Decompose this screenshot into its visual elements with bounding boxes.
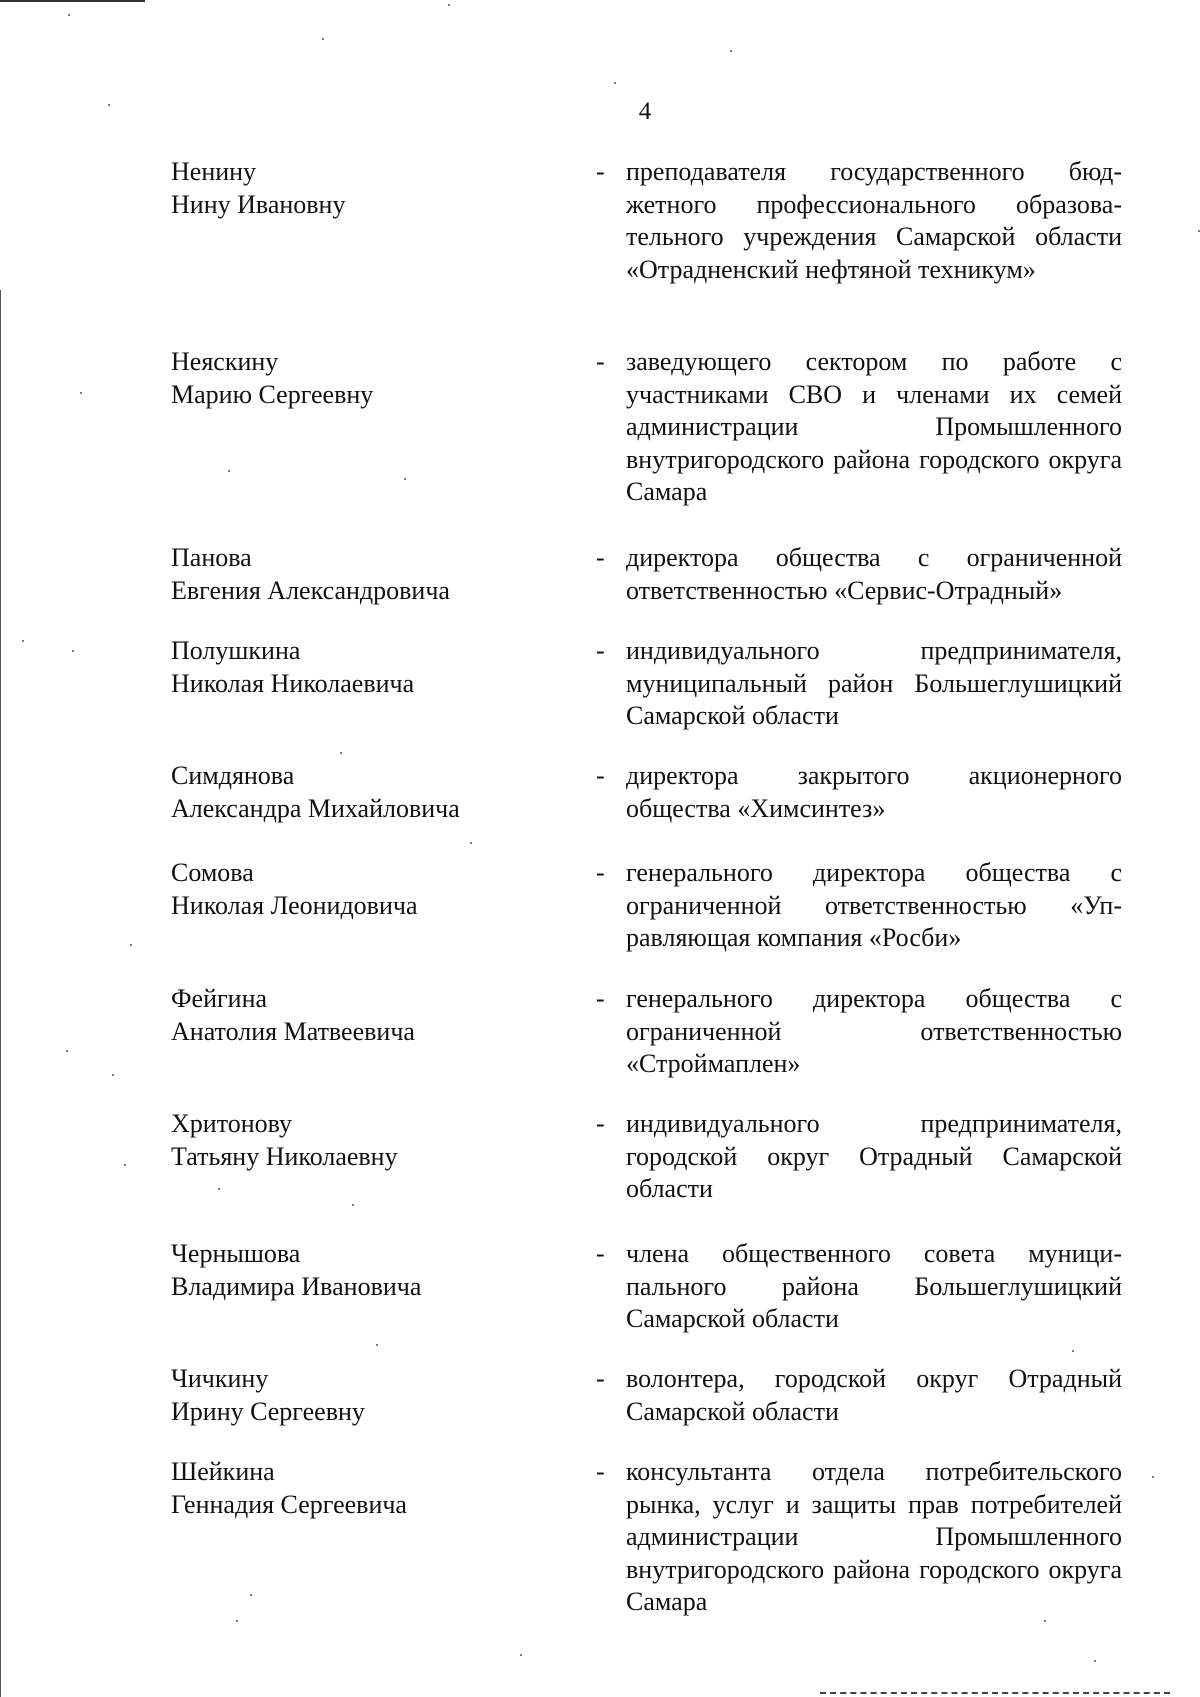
person-name xyxy=(171,1108,571,1173)
position-description: индивидуального предпринимателя, муниципальный район Большеглушицкий Самарской области xyxy=(626,636,1122,730)
scan-edge-bottom xyxy=(820,1692,1170,1696)
surname: Шейкина xyxy=(171,1457,275,1486)
surname: Неяскину xyxy=(171,347,279,376)
given-names: Марию Сергеевну xyxy=(171,379,374,409)
person-name xyxy=(171,635,571,700)
given-names: Владимира Ивановича xyxy=(171,1271,422,1301)
scan-speck xyxy=(228,470,230,472)
person-name xyxy=(171,857,571,922)
person-name xyxy=(171,1456,571,1521)
page-number: 4 xyxy=(638,98,652,125)
scan-speck xyxy=(448,4,450,6)
scan-speck xyxy=(112,1074,114,1076)
dash: - xyxy=(596,157,605,186)
surname: Ненину xyxy=(171,157,257,186)
dash: - xyxy=(596,347,605,376)
scan-speck xyxy=(130,944,132,946)
person-name xyxy=(171,346,571,411)
scan-speck xyxy=(250,1594,252,1596)
person-name xyxy=(171,760,571,825)
surname: Симдянова xyxy=(171,761,295,790)
dash: - xyxy=(596,984,605,1013)
person-name xyxy=(171,1238,571,1303)
scan-speck xyxy=(80,392,82,394)
position-description: генерального директора общества с ограниченной ответственностью «Управляющая компания «Росби» xyxy=(626,858,1122,952)
dash: - xyxy=(596,1109,605,1138)
dash: - xyxy=(596,1457,605,1486)
given-names: Нину Ивановну xyxy=(171,189,346,219)
position-description: индивидуального предпринимателя, городской округ Отрадный Самарской области xyxy=(626,1109,1122,1203)
scan-speck xyxy=(730,50,732,52)
dash: - xyxy=(596,761,605,790)
position-description: волонтера, городской округ Отрадный Самарской области xyxy=(626,1364,1122,1426)
surname: Чичкину xyxy=(171,1364,269,1393)
given-names: Николая Леонидовича xyxy=(171,890,418,920)
given-names: Анатолия Матвеевича xyxy=(171,1016,415,1046)
scan-speck xyxy=(340,752,342,754)
scan-speck xyxy=(1044,1620,1046,1622)
scan-speck xyxy=(376,1344,378,1346)
surname: Сомова xyxy=(171,858,254,887)
scan-speck xyxy=(72,650,74,652)
position-description: члена общественного совета муниципального района Большеглушицкий Самарской области xyxy=(626,1239,1122,1333)
position-description: генерального директора общества с ограниченной ответственностью «Строймаплен» xyxy=(626,984,1122,1078)
scan-speck xyxy=(66,1050,68,1052)
person-name xyxy=(171,542,571,607)
given-names: Евгения Александровича xyxy=(171,575,450,605)
position-description: директора закрытого акционерного общества «Химсинтез» xyxy=(626,761,1122,823)
scan-speck xyxy=(322,38,324,40)
scan-speck xyxy=(236,1620,238,1622)
surname: Хритонову xyxy=(171,1109,293,1138)
scan-speck xyxy=(218,1188,220,1190)
given-names: Николая Николаевича xyxy=(171,668,415,698)
dash: - xyxy=(596,1239,605,1268)
scan-speck xyxy=(470,842,472,844)
scan-edge-top xyxy=(0,0,145,2)
scan-edge-left xyxy=(0,290,1,1697)
dash: - xyxy=(596,543,605,572)
position-description: консультанта отдела потребительского рынка, услуг и защиты прав потребителей администрации Промышленного внутригородского района городского округа Самара xyxy=(626,1457,1122,1616)
scan-speck xyxy=(614,82,616,84)
scan-speck xyxy=(404,478,406,480)
given-names: Татьяну Николаевну xyxy=(171,1141,398,1171)
given-names: Ирину Сергеевну xyxy=(171,1396,365,1426)
dash: - xyxy=(596,636,605,665)
scan-speck xyxy=(22,640,24,642)
surname: Фейгина xyxy=(171,984,268,1013)
scan-speck xyxy=(108,104,110,106)
scan-speck xyxy=(1072,1350,1074,1352)
position-description: преподавателя государственного бюджетного профессионального образовательного учреждения Самарской области «Отрадненский нефтяной техникум» xyxy=(626,157,1122,284)
given-names: Александра Михайловича xyxy=(171,793,460,823)
surname: Панова xyxy=(171,543,252,572)
scan-speck xyxy=(520,1654,522,1656)
position-description: директора общества с ограниченной ответственностью «Сервис-Отрадный» xyxy=(626,543,1122,605)
given-names: Геннадия Сергеевича xyxy=(171,1489,407,1519)
position-description: заведующего сектором по работе с участниками СВО и членами их семей администрации Промышленного внутригородского района городского округа Самара xyxy=(626,347,1122,506)
surname: Полушкина xyxy=(171,636,301,665)
person-name xyxy=(171,156,571,221)
dash: - xyxy=(596,1364,605,1393)
scan-speck xyxy=(1094,1660,1096,1662)
scan-speck xyxy=(124,1164,126,1166)
dash: - xyxy=(596,858,605,887)
scan-speck xyxy=(68,14,70,16)
scan-speck xyxy=(1152,1476,1154,1478)
scan-speck xyxy=(352,1204,354,1206)
surname: Чернышова xyxy=(171,1239,301,1268)
person-name xyxy=(171,983,571,1048)
person-name xyxy=(171,1363,571,1428)
